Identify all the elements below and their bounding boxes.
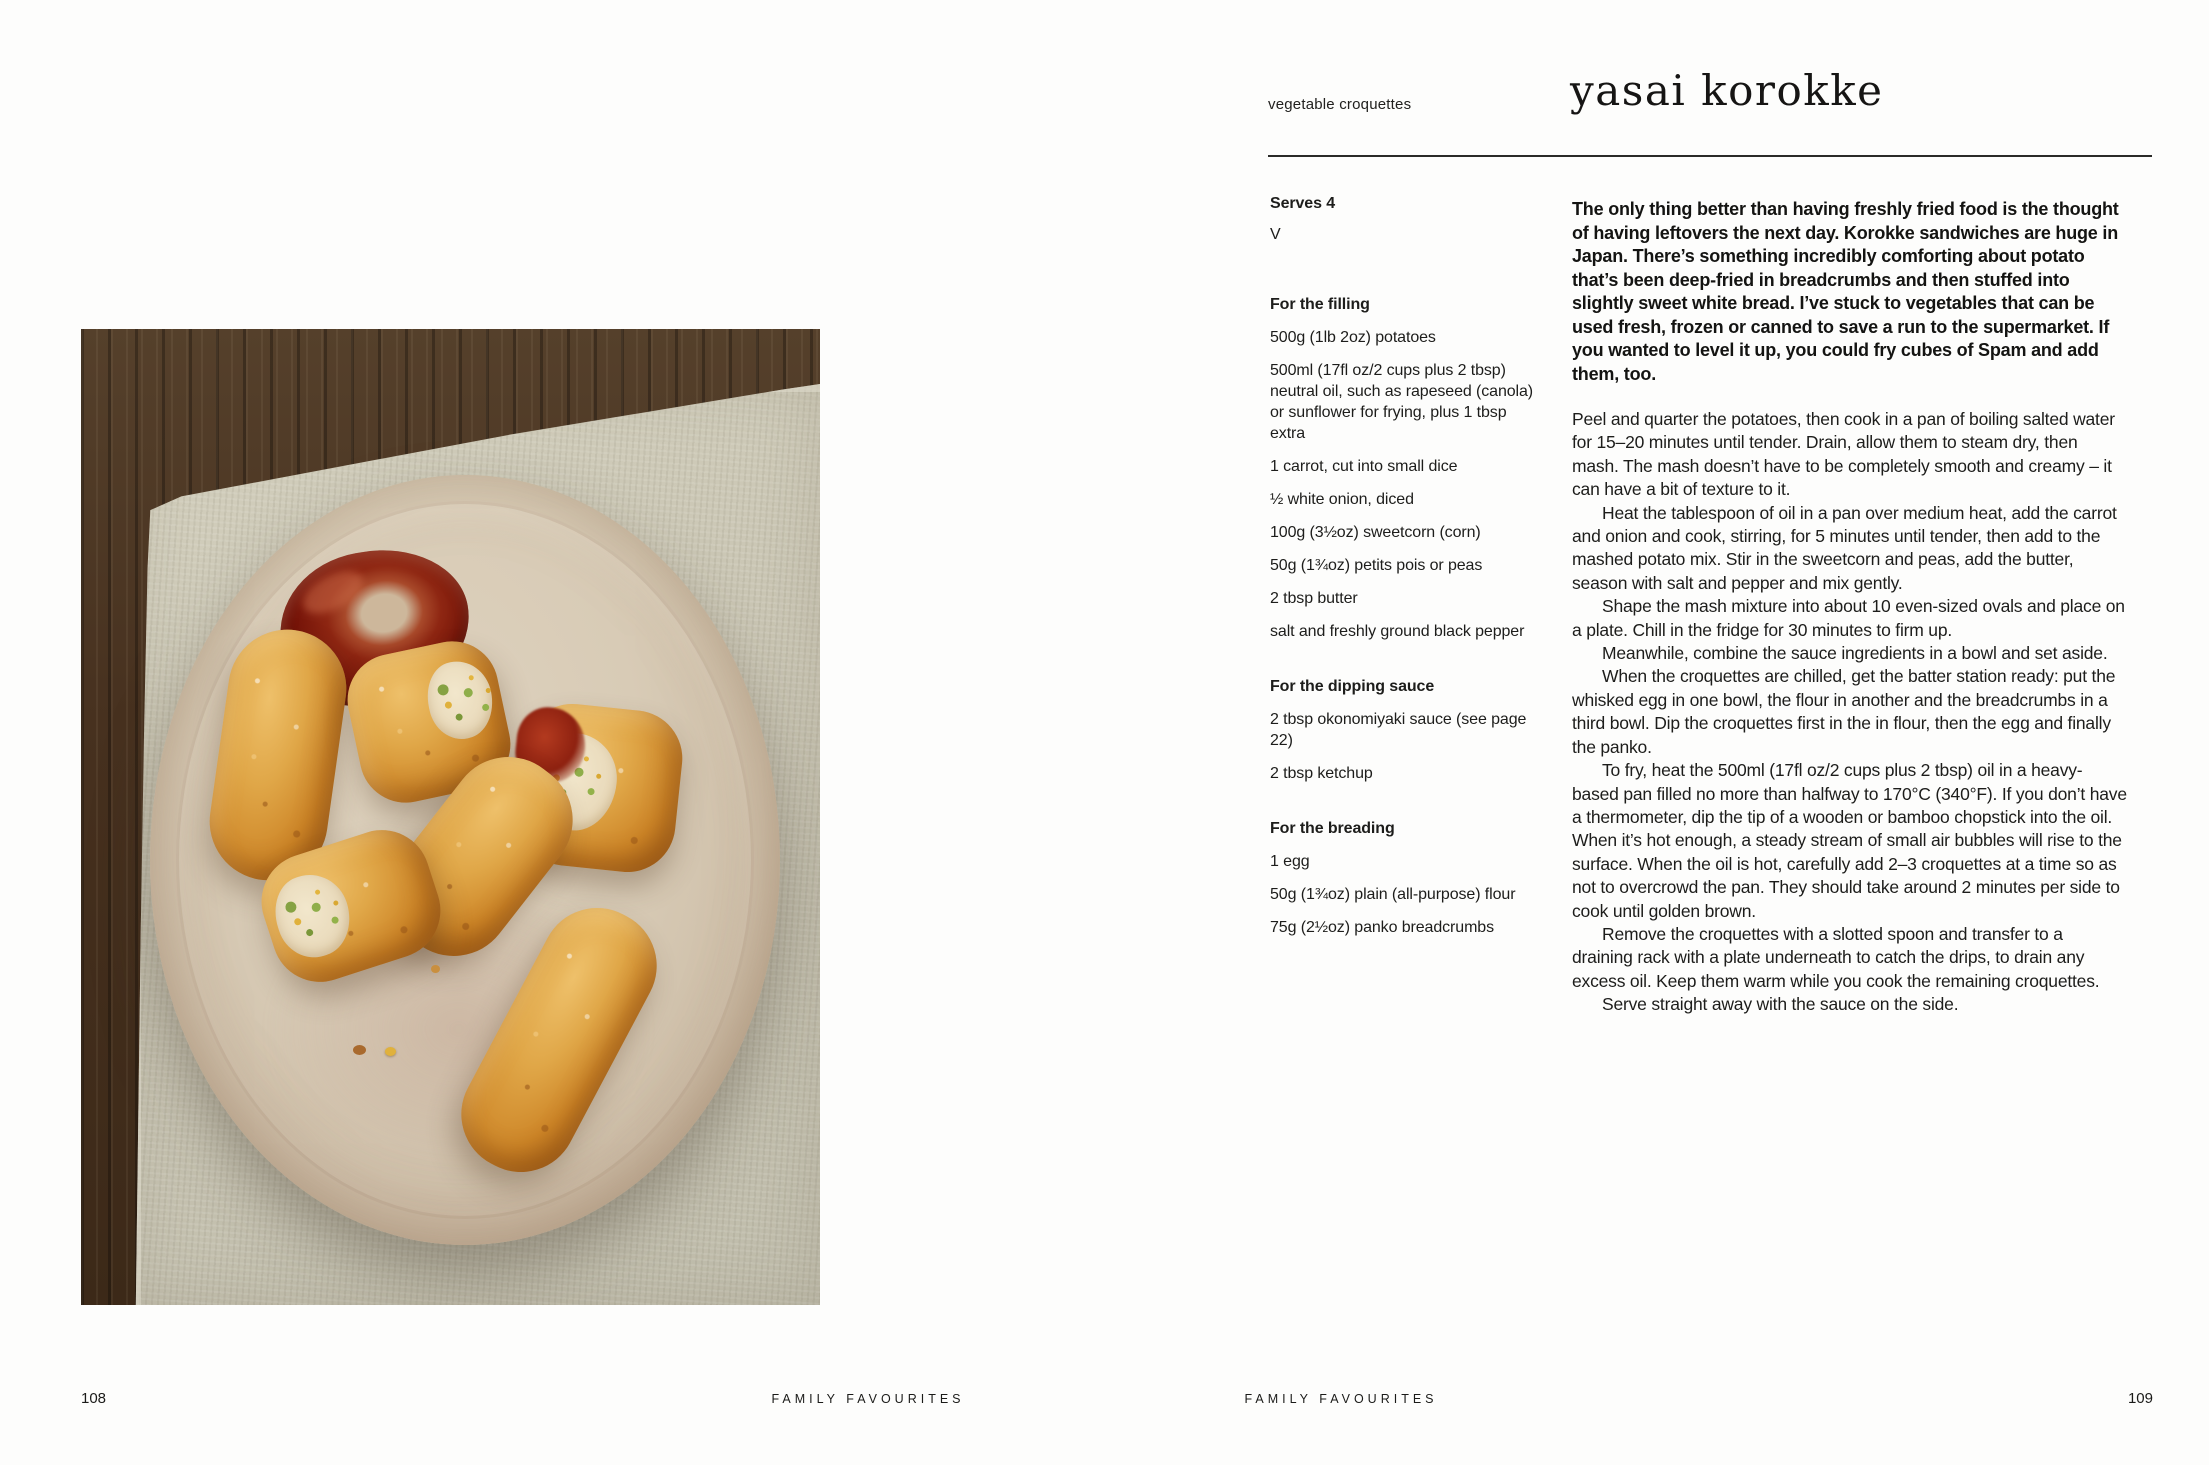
food-photo [81, 329, 820, 1305]
ingredient-item: 2 tbsp okonomiyaki sauce (see page 22) [1270, 711, 1527, 749]
croquette-filling [265, 865, 359, 966]
ingredient-item: 2 tbsp ketchup [1270, 765, 1373, 782]
ingredient-item: 50g (1¾oz) petits pois or peas [1270, 557, 1483, 574]
ingredient-item: 1 egg [1270, 853, 1310, 870]
method-paragraph: Peel and quarter the potatoes, then cook in a pan of boiling salted water for 15–20 minutes until tender. Drain, allow them to steam dry, then mash. The mash doesn’t have to be completely smooth and creamy – it can have a bit of texture to it. [1572, 409, 2115, 500]
ingredient-item: 2 tbsp butter [1270, 590, 1358, 607]
method-paragraph: When the croquettes are chilled, get the batter station ready: put the whisked egg in one bowl, the flour in another and the breadcrumbs in a third bowl. Dip the croquettes first in the in flour, then the egg and finally the panko. [1572, 666, 2116, 757]
croquette-filling [421, 655, 500, 745]
page-number-left: 108 [81, 1390, 107, 1407]
section-heading-breading: For the breading [1270, 820, 1395, 837]
ingredient-item: 500g (1lb 2oz) potatoes [1270, 329, 1436, 346]
breadcrumb-piece [353, 1045, 366, 1055]
section-heading-dipping-sauce: For the dipping sauce [1270, 678, 1435, 695]
serves-label: Serves 4 [1270, 195, 1336, 212]
ingredient-item: ½ white onion, diced [1270, 491, 1414, 508]
ingredient-item: 50g (1¾oz) plain (all-purpose) flour [1270, 886, 1516, 903]
method-paragraph: Serve straight away with the sauce on the side. [1602, 994, 1959, 1015]
running-footer-left: FAMILY FAVOURITES [771, 1392, 965, 1406]
recipe-method [1572, 408, 2127, 1017]
corn-crumb [385, 1047, 396, 1056]
method-paragraph: Heat the tablespoon of oil in a pan over medium heat, add the carrot and onion and cook, stirring, for 5 minutes until tender, then add to the mashed potato mix. Stir in the sweetcorn and peas, add the butter, season with salt and pepper and mix gently. [1572, 502, 2117, 593]
intro-paragraph: The only thing better than having freshly fried food is the thought of having leftovers the next day. Korokke sandwiches are huge in Japan. There’s something incredibly comforting about potato that’s been deep-fried in breadcrumbs and then stuffed into slightly sweet white bread. I’ve stuck to vegetables that can be used fresh, frozen or canned to save a run to the supermarket. If you wanted to level it up, you could fry cubes of Spam and add them, too. [1572, 199, 2119, 384]
recipe-intro [1572, 198, 2127, 386]
vegetarian-marker: V [1270, 226, 1281, 243]
ingredient-item: salt and freshly ground black pepper [1270, 623, 1525, 640]
ingredient-item: 100g (3½oz) sweetcorn (corn) [1270, 524, 1481, 541]
ingredient-item: 500ml (17fl oz/2 cups plus 2 tbsp) neutral oil, such as rapeseed (canola) or sunflower for frying, plus 1 tbsp extra [1270, 362, 1534, 442]
section-heading-filling: For the filling [1270, 296, 1370, 313]
method-paragraph: Remove the croquettes with a slotted spoon and transfer to a draining rack with a plate underneath to catch the drips, to drain any excess oil. Keep them warm while you cook the remaining croquettes. [1572, 923, 2100, 991]
recipe-title: yasai korokke [1570, 66, 1884, 115]
category-label: vegetable croquettes [1268, 96, 1412, 113]
method-paragraph: To fry, heat the 500ml (17fl oz/2 cups plus 2 tbsp) oil in a heavy-based pan filled no more than halfway to 170°C (340°F). If you don’t have a thermometer, dip the tip of a wooden or bamboo chopstick into the oil. When it’s hot enough, a steady stream of small air bubbles will rise to the surface. When the oil is hot, carefully add 2–3 croquettes at a time so as not to overcrowd the pan. They should take around 2 minutes per side to cook until golden brown. [1572, 760, 2127, 921]
divider-rule [1268, 155, 2152, 157]
method-paragraph: Meanwhile, combine the sauce ingredients in a bowl and set aside. [1602, 643, 2108, 664]
ingredient-item: 1 carrot, cut into small dice [1270, 458, 1458, 475]
ingredients-sidebar [1270, 193, 1535, 950]
ingredient-item: 75g (2½oz) panko breadcrumbs [1270, 919, 1494, 936]
method-paragraph: Shape the mash mixture into about 10 even-sized ovals and place on a plate. Chill in the fridge for 30 minutes to firm up. [1572, 596, 2125, 640]
page-number-right: 109 [2127, 1390, 2153, 1407]
breadcrumb-piece [431, 965, 440, 973]
running-footer-right: FAMILY FAVOURITES [1244, 1392, 1438, 1406]
